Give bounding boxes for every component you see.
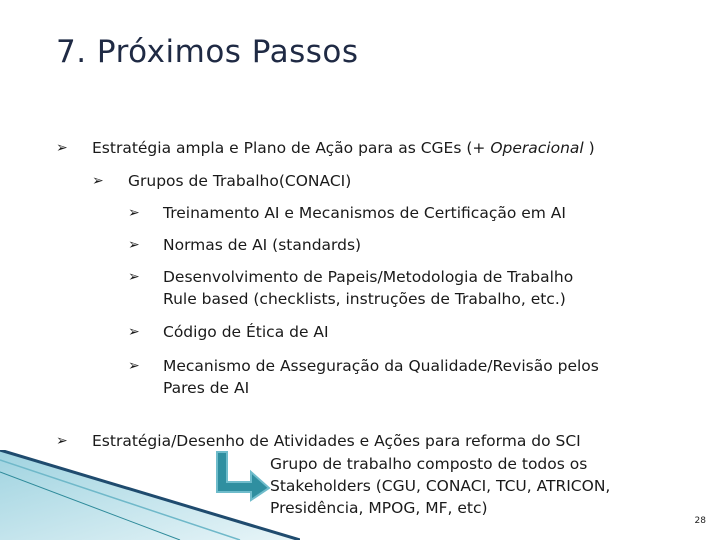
bullet-text: Estratégia ampla e Plano de Ação para as CGEs ( [92,139,473,157]
arrow-bullet-icon: ➢ [128,205,140,221]
bullet-text: Treinamento AI e Mecanismos de Certificação em AI [163,204,566,222]
arrow-bullet-icon: ➢ [128,358,140,374]
arrow-bullet-icon: ➢ [128,324,140,340]
bullet-text: Estratégia/Desenho de Atividades e Ações para reforma do SCI [92,432,581,450]
arrow-bullet-icon: ➢ [128,269,140,285]
slide-title: 7. Próximos Passos [56,34,359,70]
bullet-line1: Desenvolvimento de Papeis/Metodologia de Trabalho [163,268,574,286]
sub-line3: Presidência, MPOG, MF, etc) [270,499,488,517]
elbow-arrow-icon [213,450,271,502]
page-number: 28 [694,516,706,526]
bullet-text-end: ) [583,139,595,157]
arrow-bullet-icon: ➢ [92,173,104,189]
bullet-emphasis: + Operacional [472,139,584,157]
bullet-text: Grupos de Trabalho(CONACI) [128,172,352,190]
bullet-line2: Pares de AI [163,379,250,397]
arrow-bullet-icon: ➢ [56,140,68,156]
bullet-line1: Mecanismo de Asseguração da Qualidade/Revisão pelos [163,357,599,375]
bullet-text: Código de Ética de AI [163,323,329,341]
arrow-bullet-icon: ➢ [128,237,140,253]
arrow-bullet-icon: ➢ [56,433,68,449]
sub-line2: Stakeholders (CGU, CONACI, TCU, ATRICON, [270,477,611,495]
bullet-line2: Rule based (checklists, instruções de Trabalho, etc.) [163,290,566,308]
bullet-text: Normas de AI (standards) [163,236,362,254]
sub-text-block [270,453,670,519]
sub-line1: Grupo de trabalho composto de todos os [270,455,588,473]
